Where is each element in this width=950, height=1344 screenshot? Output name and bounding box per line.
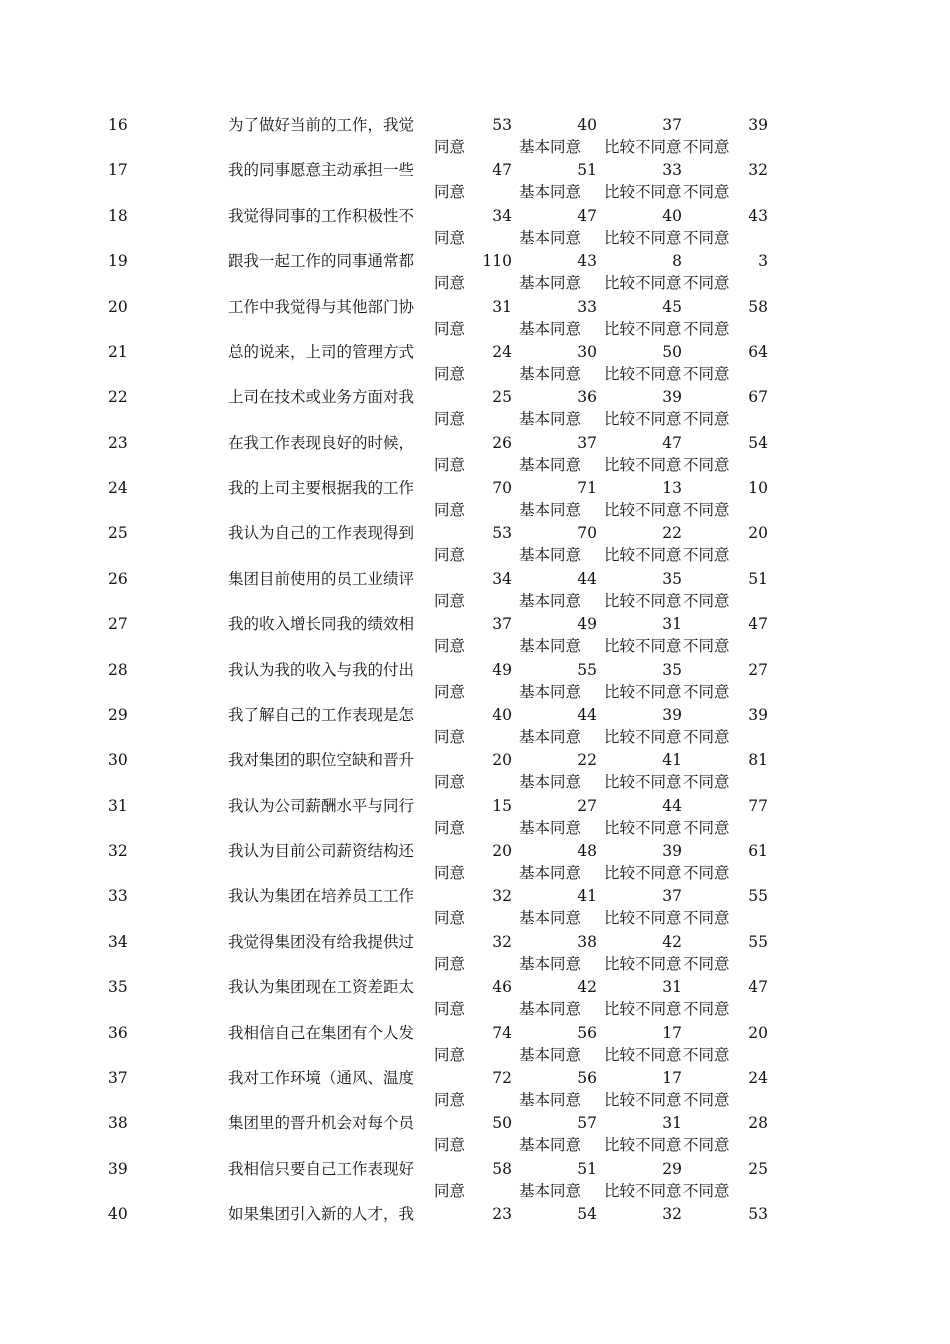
question-text: 工作中我觉得与其他部门协 xyxy=(228,297,415,316)
count-basically-agree: 57 xyxy=(577,1114,597,1133)
label-basically-agree: 基本同意 xyxy=(519,410,582,429)
table-row xyxy=(0,340,950,385)
count-disagree: 43 xyxy=(748,206,768,225)
count-agree: 72 xyxy=(492,1068,512,1087)
item-number: 38 xyxy=(108,1114,128,1133)
count-basically-agree: 30 xyxy=(577,342,597,361)
label-somewhat-disagree: 比较不同意 xyxy=(604,1000,682,1019)
count-basically-agree: 42 xyxy=(577,978,597,997)
count-somewhat-disagree: 31 xyxy=(662,978,682,997)
label-agree: 同意 xyxy=(434,1000,466,1019)
label-disagree: 不同意 xyxy=(683,591,730,610)
item-number: 30 xyxy=(108,751,128,770)
count-somewhat-disagree: 22 xyxy=(662,524,682,543)
label-somewhat-disagree: 比较不同意 xyxy=(604,410,682,429)
count-somewhat-disagree: 47 xyxy=(662,433,682,452)
count-somewhat-disagree: 35 xyxy=(662,660,682,679)
count-agree: 15 xyxy=(492,796,512,815)
label-disagree: 不同意 xyxy=(683,410,730,429)
table-row xyxy=(0,930,950,975)
table-row xyxy=(0,1157,950,1202)
question-text: 我的上司主要根据我的工作 xyxy=(228,479,415,497)
table-row xyxy=(0,884,950,929)
label-somewhat-disagree: 比较不同意 xyxy=(604,727,682,746)
item-number: 19 xyxy=(108,252,128,271)
item-number: 34 xyxy=(108,932,128,951)
count-disagree: 32 xyxy=(748,161,768,180)
item-number: 29 xyxy=(108,705,128,724)
count-somewhat-disagree: 42 xyxy=(662,932,682,951)
count-disagree: 64 xyxy=(748,342,768,361)
label-basically-agree: 基本同意 xyxy=(519,773,582,792)
count-somewhat-disagree: 31 xyxy=(662,615,682,634)
question-text: 我对集团的职位空缺和晋升 xyxy=(228,751,415,770)
count-agree: 40 xyxy=(492,705,512,724)
count-disagree: 54 xyxy=(748,433,768,452)
label-basically-agree: 基本同意 xyxy=(519,501,582,519)
item-number: 35 xyxy=(108,978,128,997)
count-basically-agree: 54 xyxy=(577,1205,597,1223)
count-basically-agree: 27 xyxy=(577,796,597,815)
count-basically-agree: 48 xyxy=(577,842,597,860)
count-disagree: 55 xyxy=(748,932,768,951)
count-somewhat-disagree: 17 xyxy=(662,1068,682,1087)
count-agree: 53 xyxy=(492,116,512,134)
question-text: 我相信自己在集团有个人发 xyxy=(228,1023,415,1042)
count-agree: 32 xyxy=(492,932,512,951)
question-text: 如果集团引入新的人才，我 xyxy=(228,1205,415,1223)
label-somewhat-disagree: 比较不同意 xyxy=(604,183,682,202)
count-agree: 34 xyxy=(492,206,512,225)
table-row xyxy=(0,476,950,521)
label-disagree: 不同意 xyxy=(683,1090,730,1109)
item-number: 26 xyxy=(108,569,128,588)
item-number: 18 xyxy=(108,206,128,225)
label-disagree: 不同意 xyxy=(683,455,730,474)
question-text: 我认为我的收入与我的付出 xyxy=(228,660,415,679)
label-basically-agree: 基本同意 xyxy=(519,228,582,247)
item-number: 24 xyxy=(108,479,128,497)
label-somewhat-disagree: 比较不同意 xyxy=(604,637,682,656)
label-basically-agree: 基本同意 xyxy=(519,1090,582,1109)
count-somewhat-disagree: 31 xyxy=(662,1114,682,1133)
count-somewhat-disagree: 32 xyxy=(662,1205,682,1223)
label-agree: 同意 xyxy=(434,364,466,383)
label-agree: 同意 xyxy=(434,954,466,973)
label-disagree: 不同意 xyxy=(683,864,730,882)
label-disagree: 不同意 xyxy=(683,727,730,746)
label-agree: 同意 xyxy=(434,410,466,429)
label-disagree: 不同意 xyxy=(683,909,730,928)
label-disagree: 不同意 xyxy=(683,319,730,338)
item-number: 22 xyxy=(108,388,128,407)
label-disagree: 不同意 xyxy=(683,773,730,792)
count-disagree: 81 xyxy=(748,751,768,770)
count-basically-agree: 22 xyxy=(577,751,597,770)
question-text: 跟我一起工作的同事通常都 xyxy=(228,252,415,271)
count-basically-agree: 51 xyxy=(577,1159,597,1178)
label-agree: 同意 xyxy=(434,546,466,565)
count-basically-agree: 36 xyxy=(577,388,597,407)
label-agree: 同意 xyxy=(434,455,466,474)
count-agree: 25 xyxy=(492,388,512,407)
question-text: 我觉得同事的工作积极性不 xyxy=(228,206,415,225)
label-basically-agree: 基本同意 xyxy=(519,546,582,565)
question-text: 我认为目前公司薪资结构还 xyxy=(228,842,415,860)
label-somewhat-disagree: 比较不同意 xyxy=(604,591,682,610)
label-somewhat-disagree: 比较不同意 xyxy=(604,364,682,383)
item-number: 36 xyxy=(108,1023,128,1042)
count-agree: 26 xyxy=(492,433,512,452)
question-text: 集团目前使用的员工业绩评 xyxy=(228,569,415,588)
question-text: 为了做好当前的工作，我觉 xyxy=(228,116,415,134)
count-disagree: 47 xyxy=(748,615,768,634)
label-agree: 同意 xyxy=(434,727,466,746)
label-basically-agree: 基本同意 xyxy=(519,682,582,701)
label-somewhat-disagree: 比较不同意 xyxy=(604,274,682,293)
count-agree: 34 xyxy=(492,569,512,588)
label-basically-agree: 基本同意 xyxy=(519,319,582,338)
label-somewhat-disagree: 比较不同意 xyxy=(604,501,682,519)
table-row xyxy=(0,703,950,748)
count-somewhat-disagree: 29 xyxy=(662,1159,682,1178)
label-somewhat-disagree: 比较不同意 xyxy=(604,954,682,973)
item-number: 21 xyxy=(108,342,128,361)
label-somewhat-disagree: 比较不同意 xyxy=(604,1045,682,1064)
label-somewhat-disagree: 比较不同意 xyxy=(604,1181,682,1200)
count-basically-agree: 47 xyxy=(577,206,597,225)
count-disagree: 20 xyxy=(748,524,768,543)
count-agree: 23 xyxy=(492,1205,512,1223)
label-basically-agree: 基本同意 xyxy=(519,1136,582,1155)
label-somewhat-disagree: 比较不同意 xyxy=(604,1090,682,1109)
question-text: 我了解自己的工作表现是怎 xyxy=(228,705,415,724)
item-number: 23 xyxy=(108,433,128,452)
question-text: 我相信只要自己工作表现好 xyxy=(228,1159,415,1178)
table-row xyxy=(0,249,950,294)
question-text: 我的收入增长同我的绩效相 xyxy=(228,615,415,634)
question-text: 集团里的晋升机会对每个员 xyxy=(228,1114,415,1133)
label-agree: 同意 xyxy=(434,319,466,338)
count-somewhat-disagree: 37 xyxy=(662,116,682,134)
label-agree: 同意 xyxy=(434,1045,466,1064)
count-agree: 46 xyxy=(492,978,512,997)
label-agree: 同意 xyxy=(434,818,466,837)
count-disagree: 39 xyxy=(748,705,768,724)
table-row xyxy=(0,794,950,839)
count-agree: 70 xyxy=(492,479,512,497)
label-agree: 同意 xyxy=(434,637,466,656)
count-disagree: 55 xyxy=(748,887,768,906)
count-somewhat-disagree: 37 xyxy=(662,887,682,906)
table-row xyxy=(0,521,950,566)
label-agree: 同意 xyxy=(434,501,466,519)
label-disagree: 不同意 xyxy=(683,138,730,156)
count-disagree: 39 xyxy=(748,116,768,134)
label-basically-agree: 基本同意 xyxy=(519,818,582,837)
count-somewhat-disagree: 35 xyxy=(662,569,682,588)
label-somewhat-disagree: 比较不同意 xyxy=(604,773,682,792)
label-somewhat-disagree: 比较不同意 xyxy=(604,818,682,837)
item-number: 20 xyxy=(108,297,128,316)
label-disagree: 不同意 xyxy=(683,183,730,202)
label-basically-agree: 基本同意 xyxy=(519,727,582,746)
count-somewhat-disagree: 40 xyxy=(662,206,682,225)
count-basically-agree: 71 xyxy=(577,479,597,497)
item-number: 17 xyxy=(108,161,128,180)
table-row xyxy=(0,975,950,1020)
count-basically-agree: 41 xyxy=(577,887,597,906)
question-text: 我认为集团在培养员工工作 xyxy=(228,887,415,906)
count-basically-agree: 33 xyxy=(577,297,597,316)
count-somewhat-disagree: 39 xyxy=(662,705,682,724)
table-row xyxy=(0,567,950,612)
count-basically-agree: 40 xyxy=(577,116,597,134)
count-somewhat-disagree: 39 xyxy=(662,388,682,407)
count-somewhat-disagree: 33 xyxy=(662,161,682,180)
count-disagree: 27 xyxy=(748,660,768,679)
count-somewhat-disagree: 44 xyxy=(662,796,682,815)
count-basically-agree: 44 xyxy=(577,705,597,724)
count-agree: 47 xyxy=(492,161,512,180)
question-text: 上司在技术或业务方面对我 xyxy=(228,388,415,407)
count-basically-agree: 70 xyxy=(577,524,597,543)
table-row xyxy=(0,385,950,430)
label-somewhat-disagree: 比较不同意 xyxy=(604,546,682,565)
label-disagree: 不同意 xyxy=(683,1181,730,1200)
label-agree: 同意 xyxy=(434,591,466,610)
count-agree: 110 xyxy=(482,252,512,271)
label-disagree: 不同意 xyxy=(683,1136,730,1155)
question-text: 我对工作环境（通风、温度 xyxy=(228,1068,415,1087)
count-somewhat-disagree: 39 xyxy=(662,842,682,860)
label-basically-agree: 基本同意 xyxy=(519,637,582,656)
label-agree: 同意 xyxy=(434,138,466,156)
label-somewhat-disagree: 比较不同意 xyxy=(604,864,682,882)
count-somewhat-disagree: 17 xyxy=(662,1023,682,1042)
table-row xyxy=(0,295,950,340)
item-number: 31 xyxy=(108,796,128,815)
label-disagree: 不同意 xyxy=(683,1000,730,1019)
count-agree: 24 xyxy=(492,342,512,361)
label-disagree: 不同意 xyxy=(683,954,730,973)
label-disagree: 不同意 xyxy=(683,1045,730,1064)
label-disagree: 不同意 xyxy=(683,818,730,837)
count-disagree: 28 xyxy=(748,1114,768,1133)
table-row xyxy=(0,158,950,203)
count-disagree: 3 xyxy=(758,252,768,271)
label-disagree: 不同意 xyxy=(683,546,730,565)
item-number: 28 xyxy=(108,660,128,679)
count-basically-agree: 56 xyxy=(577,1023,597,1042)
count-disagree: 24 xyxy=(748,1068,768,1087)
count-disagree: 67 xyxy=(748,388,768,407)
count-somewhat-disagree: 45 xyxy=(662,297,682,316)
count-somewhat-disagree: 13 xyxy=(662,479,682,497)
label-somewhat-disagree: 比较不同意 xyxy=(604,319,682,338)
item-number: 37 xyxy=(108,1068,128,1087)
count-disagree: 25 xyxy=(748,1159,768,1178)
count-disagree: 61 xyxy=(748,842,768,860)
item-number: 33 xyxy=(108,887,128,906)
count-agree: 37 xyxy=(492,615,512,634)
label-basically-agree: 基本同意 xyxy=(519,954,582,973)
label-agree: 同意 xyxy=(434,864,466,882)
table-row xyxy=(0,113,950,158)
count-disagree: 77 xyxy=(748,796,768,815)
item-number: 32 xyxy=(108,842,128,860)
label-agree: 同意 xyxy=(434,1181,466,1200)
item-number: 27 xyxy=(108,615,128,634)
table-row xyxy=(0,204,950,249)
table-row xyxy=(0,1021,950,1066)
label-disagree: 不同意 xyxy=(683,364,730,383)
label-basically-agree: 基本同意 xyxy=(519,183,582,202)
label-basically-agree: 基本同意 xyxy=(519,274,582,293)
label-basically-agree: 基本同意 xyxy=(519,864,582,882)
label-somewhat-disagree: 比较不同意 xyxy=(604,455,682,474)
table-row xyxy=(0,748,950,793)
item-number: 16 xyxy=(108,116,128,134)
label-somewhat-disagree: 比较不同意 xyxy=(604,909,682,928)
label-basically-agree: 基本同意 xyxy=(519,455,582,474)
count-disagree: 58 xyxy=(748,297,768,316)
question-text: 在我工作表现良好的时候， xyxy=(228,433,415,452)
label-basically-agree: 基本同意 xyxy=(519,1000,582,1019)
table-row xyxy=(0,431,950,476)
count-disagree: 51 xyxy=(748,569,768,588)
label-disagree: 不同意 xyxy=(683,682,730,701)
question-text: 我觉得集团没有给我提供过 xyxy=(228,932,415,951)
count-disagree: 53 xyxy=(748,1205,768,1223)
label-somewhat-disagree: 比较不同意 xyxy=(604,682,682,701)
label-basically-agree: 基本同意 xyxy=(519,591,582,610)
count-disagree: 20 xyxy=(748,1023,768,1042)
count-disagree: 47 xyxy=(748,978,768,997)
label-somewhat-disagree: 比较不同意 xyxy=(604,138,682,156)
count-agree: 53 xyxy=(492,524,512,543)
label-disagree: 不同意 xyxy=(683,637,730,656)
label-basically-agree: 基本同意 xyxy=(519,138,582,156)
table-row xyxy=(0,1111,950,1156)
label-agree: 同意 xyxy=(434,773,466,792)
count-somewhat-disagree: 8 xyxy=(672,252,682,271)
question-text: 我认为公司薪酬水平与同行 xyxy=(228,796,415,815)
table-row xyxy=(0,839,950,884)
label-disagree: 不同意 xyxy=(683,501,730,519)
label-agree: 同意 xyxy=(434,183,466,202)
label-basically-agree: 基本同意 xyxy=(519,1045,582,1064)
label-agree: 同意 xyxy=(434,682,466,701)
count-disagree: 10 xyxy=(748,479,768,497)
table-row xyxy=(0,1066,950,1111)
count-agree: 50 xyxy=(492,1114,512,1133)
count-basically-agree: 37 xyxy=(577,433,597,452)
label-agree: 同意 xyxy=(434,1090,466,1109)
count-basically-agree: 43 xyxy=(577,252,597,271)
question-text: 我认为自己的工作表现得到 xyxy=(228,524,415,543)
count-agree: 74 xyxy=(492,1023,512,1042)
count-basically-agree: 56 xyxy=(577,1068,597,1087)
label-somewhat-disagree: 比较不同意 xyxy=(604,228,682,247)
count-basically-agree: 55 xyxy=(577,660,597,679)
count-somewhat-disagree: 50 xyxy=(662,342,682,361)
survey-sheet xyxy=(0,113,950,1247)
question-text: 我的同事愿意主动承担一些 xyxy=(228,161,415,180)
label-agree: 同意 xyxy=(434,909,466,928)
table-row xyxy=(0,1202,950,1247)
label-agree: 同意 xyxy=(434,1136,466,1155)
count-agree: 49 xyxy=(492,660,512,679)
label-somewhat-disagree: 比较不同意 xyxy=(604,1136,682,1155)
label-agree: 同意 xyxy=(434,274,466,293)
count-basically-agree: 44 xyxy=(577,569,597,588)
question-text: 我认为集团现在工资差距太 xyxy=(228,978,415,997)
table-row xyxy=(0,612,950,657)
label-disagree: 不同意 xyxy=(683,228,730,247)
table-row xyxy=(0,658,950,703)
label-basically-agree: 基本同意 xyxy=(519,909,582,928)
label-disagree: 不同意 xyxy=(683,274,730,293)
count-agree: 32 xyxy=(492,887,512,906)
item-number: 25 xyxy=(108,524,128,543)
item-number: 39 xyxy=(108,1159,128,1178)
count-agree: 31 xyxy=(492,297,512,316)
item-number: 40 xyxy=(108,1205,128,1223)
count-basically-agree: 38 xyxy=(577,932,597,951)
count-basically-agree: 51 xyxy=(577,161,597,180)
label-basically-agree: 基本同意 xyxy=(519,1181,582,1200)
count-agree: 20 xyxy=(492,751,512,770)
label-basically-agree: 基本同意 xyxy=(519,364,582,383)
count-somewhat-disagree: 41 xyxy=(662,751,682,770)
count-agree: 20 xyxy=(492,842,512,860)
question-text: 总的说来，上司的管理方式 xyxy=(228,342,415,361)
count-basically-agree: 49 xyxy=(577,615,597,634)
label-agree: 同意 xyxy=(434,228,466,247)
count-agree: 58 xyxy=(492,1159,512,1178)
